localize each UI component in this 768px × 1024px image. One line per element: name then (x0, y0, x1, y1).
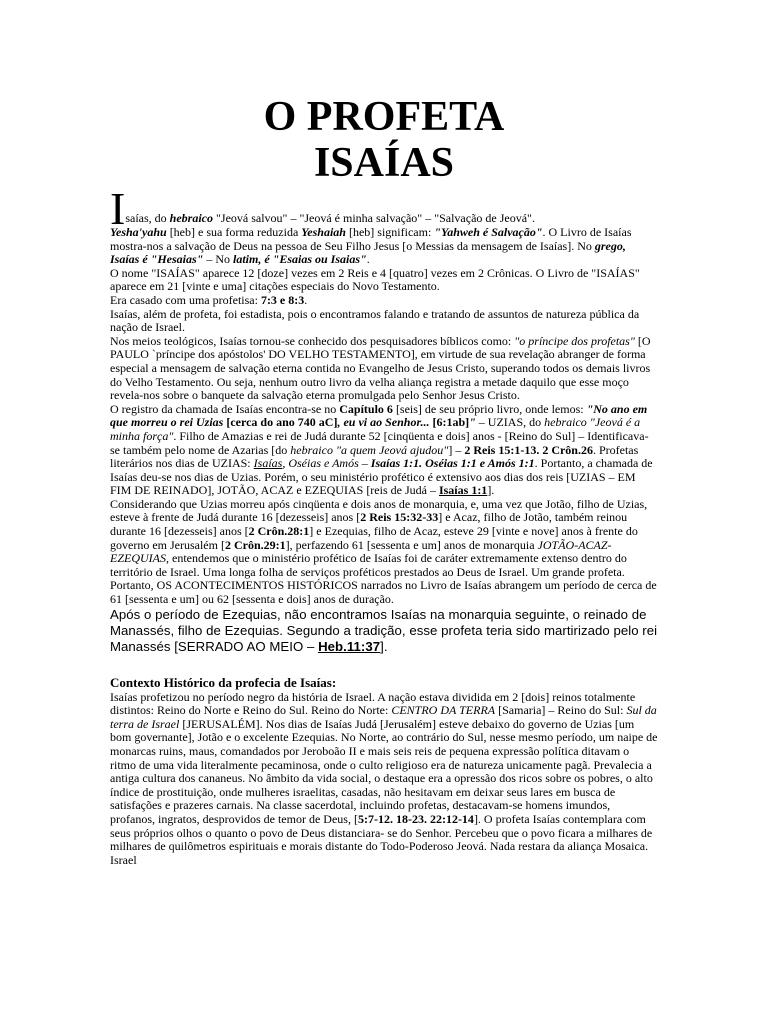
text: [seis] de seu próprio livro, onde lemos: (392, 401, 587, 416)
emphasis: grego, Isaías é "Hesaias" (110, 238, 626, 267)
reference: Heb.11:37 (318, 638, 381, 654)
emphasis: "o príncipe dos profetas" (514, 333, 635, 348)
text: [heb] significam: (345, 225, 435, 239)
title-block (110, 94, 658, 186)
emphasis: CENTRO DA TERRA (391, 703, 496, 718)
text: ]. (380, 638, 388, 654)
document-body (110, 183, 658, 867)
emphasis: Sul da terra de Israel (110, 703, 657, 731)
text: [JERUSALÉM]. Nos dias de Isaías Judá [Jerusalém] esteve debaixo do governo de Uzias [um bom governante], Jotão e o excelente Ezequias. No Norte, ao contrário do Sul, nesse mesmo período, um naipe de monarcas ruins, maus, comandados por Jeroboão II e mais seis reis de pequena expressão política ditavam o ritmo de uma vida literalmente pecaminosa, onde o culto religioso era de natureza unicamente pagã. Prevalecia a antiga cultura dos cananeus. No âmbito da vida social, o destaque era a opressão dos ricos sobre os pobres, o alto índice de prostituição, onde mulheres israelitas, casadas, não hesitavam em deixar seus lares em busca de satisfações e prazeres carnais. Na classe sacerdotal, incluindo profetas, destacavam-se homens imundos, profanos, ingratos, desprovidos de temor de Deus, [ (110, 716, 658, 826)
emphasis: latim, é "Esaias ou Isaias" (233, 252, 367, 267)
text: "Jeová salvou" – "Jeová é minha salvação" – "Salvação de Jeová". (213, 211, 535, 225)
text: [Samaria] – Reino do Sul: (495, 703, 627, 718)
emphasis: JOTÃO-ACAZ-EZEQUIAS (110, 537, 612, 566)
text: . Profetas literários nos dias de UZIAS: (110, 442, 639, 471)
etymology-paragraph (110, 226, 658, 267)
text: – No (203, 252, 233, 267)
prince-paragraph (110, 335, 658, 403)
drop-cap: I (110, 183, 126, 234)
reigns-paragraph (110, 498, 658, 607)
manasseh-paragraph (110, 607, 658, 655)
text: – UZIAS, do (475, 415, 545, 430)
reference: [cerca do ano 740 aC] (223, 415, 338, 430)
spacer (110, 655, 658, 675)
reference: 5:7-12. 18-23. 22:12-14 (357, 811, 474, 826)
text: ] e Ezequias, filho de Acaz, esteve 29 [vinte e nove] anos à frente do governo em Jerusalém [ (110, 524, 638, 552)
text: . Portanto, a chamada de Isaías deu-se nos dias de Uzias. Porém, o seu ministério profético é extensivo aos dias dos reis [UZIAS – EM FIM DE REINADO], JOTÃO, ACAZ e EZEQUIAS [reis de Judá – (110, 456, 653, 498)
quote: " (469, 415, 476, 430)
context-paragraph (110, 691, 658, 868)
text: ]. (487, 483, 495, 498)
calling-paragraph (110, 403, 658, 498)
text: . O Livro de Isaías mostra-nos a salvação de Deus na pessoa de Seu Filho Jesus [o Messias da mensagem de Isaías]. No (110, 225, 632, 253)
text: ] – (448, 442, 465, 457)
text: Isaías profetizou no período negro da história de Israel. A nação estava dividida em 2 [dois] reinos totalmente distintos: Reino do Norte e Reino do Sul. Reino do Norte: (110, 689, 636, 718)
section-heading: Contexto Histórico da profecia de Isaías: (110, 674, 337, 690)
reference: 2 Crôn.29:1 (224, 537, 286, 552)
reference: 2 Reis 15:1-13. 2 Crôn.26 (464, 442, 593, 457)
text: . (366, 252, 370, 267)
reference: Isaías 1:1 (438, 483, 488, 498)
text: Nos meios teológicos, Isaías tornou-se conhecido dos pesquisadores bíblicos como: (110, 333, 515, 348)
emphasis: Yesha'yahu (110, 225, 167, 239)
text: ] e Acaz, filho de Jotão, também reinou durante 16 [dezesseis] anos [ (110, 510, 628, 539)
text: Era casado com uma profetisa: (110, 292, 261, 307)
text: – (358, 456, 371, 471)
text: saías, do (125, 211, 170, 225)
emphasis: hebraico (169, 211, 213, 225)
reference: Capítulo 6 (339, 401, 393, 416)
statesman-paragraph: Isaías, além de profeta, foi estadista, pois o encontramos falando e tratando de assuntos de natureza pública da nação de Israel. (110, 306, 640, 335)
occurrences-paragraph: O nome "ISAÍAS" aparece 12 [doze] vezes em 2 Reis e 4 [quatro] vezes em 2 Crônicas. O Livro de "ISAÍAS" aparece em 21 [vinte e uma] citações especiais do Novo Testamento. (110, 265, 640, 294)
text: ]. O profeta Isaías contemplara com seus próprios olhos o quanto o povo de Deus distanciara- se do Senhor. Percebeu que o povo ficara a milhares de milhares de quilômetros espirituais e morais distante do Todo-Poderoso Jeová. Nada restara da aliança Mosaica. Israel (110, 811, 653, 867)
emphasis: , Oséias e Amós (282, 456, 359, 471)
reference: 2 Crôn.28:1 (248, 524, 310, 539)
quote: "No ano em que morreu o rei Uzias (110, 401, 648, 430)
text: . Filho de Amazias e rei de Judá durante 52 [cinqüenta e dois] anos - [Reino do Sul] – Identificava- se também pelo nome de Azarias [do (110, 428, 649, 457)
text: Considerando que Uzias morreu após cinqüenta e dois anos de monarquia, e, uma vez que Jotão, filho de Uzias, esteve à frente de Judá durante 16 [dezesseis] anos [ (110, 496, 648, 525)
emphasis: hebraico "Jeová é a minha força" (110, 415, 641, 443)
reference: 7:3 e 8:3 (260, 292, 305, 307)
text: O registro da chamada de Isaías encontra-se no (110, 401, 340, 416)
text: . (304, 292, 308, 307)
reference: [6:1ab] (429, 415, 470, 430)
text: ], perfazendo 61 [sessenta e um] anos de monarquia (285, 537, 538, 552)
title-line-2: ISAÍAS (313, 140, 455, 186)
reference: Isaías 1:1. Oséias 1:1 e Amós 1:1 (370, 456, 535, 471)
text: [heb] e sua forma reduzida (166, 225, 302, 239)
emphasis: Isaías (253, 456, 283, 471)
emphasis: Yeshaiah (301, 225, 346, 239)
title-line-1: O PROFETA (263, 94, 505, 140)
text: , entendemos que o ministério profético de Isaías foi de caráter extremamente extenso dentro do território de Israel. Uma longa folha de serviços proféticos prestados ao Deus de Israel. Um grande profeta. Portanto, OS ACONTECIMENTOS HISTÓRICOS narrados no Livro de Isaías abrangem um período de cerca de 61 [sessenta e um] ou 62 [sessenta e dois] anos de duração. (110, 551, 657, 607)
emphasis: hebraico "a quem Jeová ajudou" (290, 442, 449, 457)
wife-paragraph (110, 294, 658, 308)
text: Após o período de Ezequias, não encontramos Isaías na monarquia seguinte, o reinado de Manassés, filho de Ezequias. Segundo a tradição, esse profeta teria sido martirizado pelo rei Manassés [SERRADO AO MEIO – (110, 606, 658, 654)
emphasis: "Yahweh é Salvação" (434, 225, 543, 239)
quote: , eu vi ao Senhor... (337, 415, 430, 430)
reference: 2 Reis 15:32-33 (360, 510, 439, 525)
text: [O PAULO `príncipe dos apóstolos' DO VELHO TESTAMENTO], em virtude de sua revelação abranger de forma especial a mensagem de salvação eterna contida no Evangelho de Jesus Cristo, superando todos os demais livros do Velho Testamento. Ou seja, nenhum outro livro da velha aliança registra a metade daquilo que esse moço revela-nos sobre o banquete da salvação eterna promulgada pelo Senhor Jesus Cristo. (110, 333, 651, 403)
